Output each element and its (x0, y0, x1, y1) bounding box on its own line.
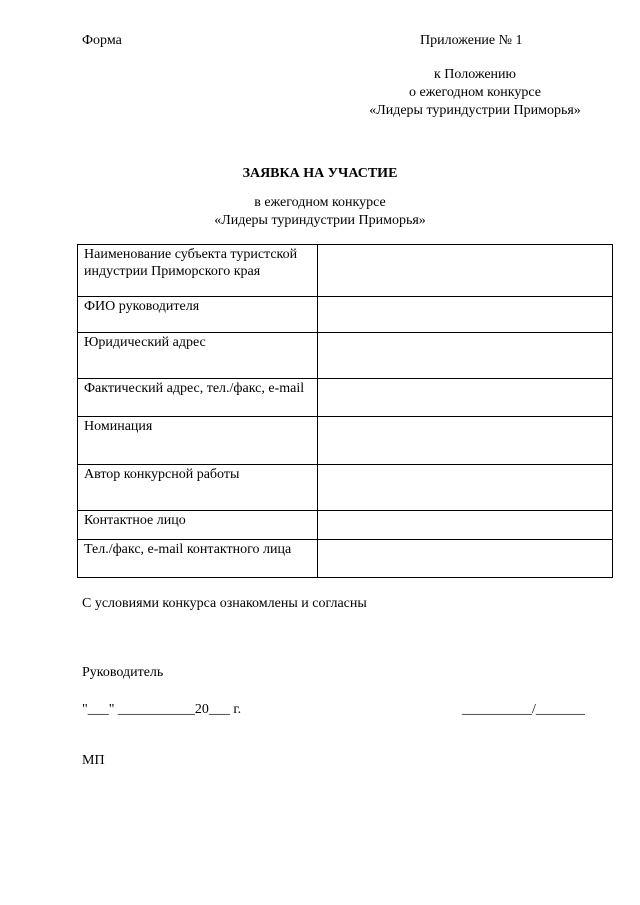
row-value-field[interactable] (318, 511, 613, 540)
row-label: Тел./факс, e-mail контактного лица (78, 540, 318, 578)
row-label: Наименование субъекта туристской индустрии Приморского края (78, 245, 318, 297)
row-label: Контактное лицо (78, 511, 318, 540)
row-label: Автор конкурсной работы (78, 465, 318, 511)
document-subtitle (0, 194, 640, 230)
stamp-label: МП (82, 753, 105, 768)
reference-line: «Лидеры туриндустрии Приморья» (369, 103, 581, 118)
subtitle-line: «Лидеры туриндустрии Приморья» (214, 213, 426, 228)
table-row (78, 417, 613, 465)
row-value-field[interactable] (318, 540, 613, 578)
row-label: Юридический адрес (78, 333, 318, 379)
row-value-field[interactable] (318, 379, 613, 417)
subtitle-line: в ежегодном конкурсе (254, 195, 386, 210)
row-label: ФИО руководителя (78, 297, 318, 333)
table-row (78, 540, 613, 578)
table-row (78, 333, 613, 379)
row-value-field[interactable] (318, 297, 613, 333)
row-value-field[interactable] (318, 333, 613, 379)
reference-line: к Положению (433, 67, 516, 82)
date-field[interactable]: "___" ___________20___ г. (82, 702, 242, 717)
table-row (78, 297, 613, 333)
regulation-reference (340, 66, 610, 120)
table-row (78, 245, 613, 297)
signature-field[interactable]: __________/_______ (462, 702, 585, 717)
row-value-field[interactable] (318, 417, 613, 465)
row-value-field[interactable] (318, 465, 613, 511)
table-row (78, 379, 613, 417)
form-label: Форма (82, 33, 122, 48)
document-title: ЗАЯВКА НА УЧАСТИЕ (242, 166, 398, 181)
row-value-field[interactable] (318, 245, 613, 297)
row-label: Фактический адрес, тел./факс, e-mail (78, 379, 318, 417)
table-row (78, 465, 613, 511)
application-table (77, 244, 613, 578)
row-label: Номинация (78, 417, 318, 465)
agreement-statement: С условиями конкурса ознакомлены и согласны (82, 596, 367, 611)
head-label: Руководитель (82, 665, 164, 680)
appendix-number: Приложение № 1 (420, 33, 523, 48)
reference-line: о ежегодном конкурсе (409, 85, 541, 100)
table-row (78, 511, 613, 540)
